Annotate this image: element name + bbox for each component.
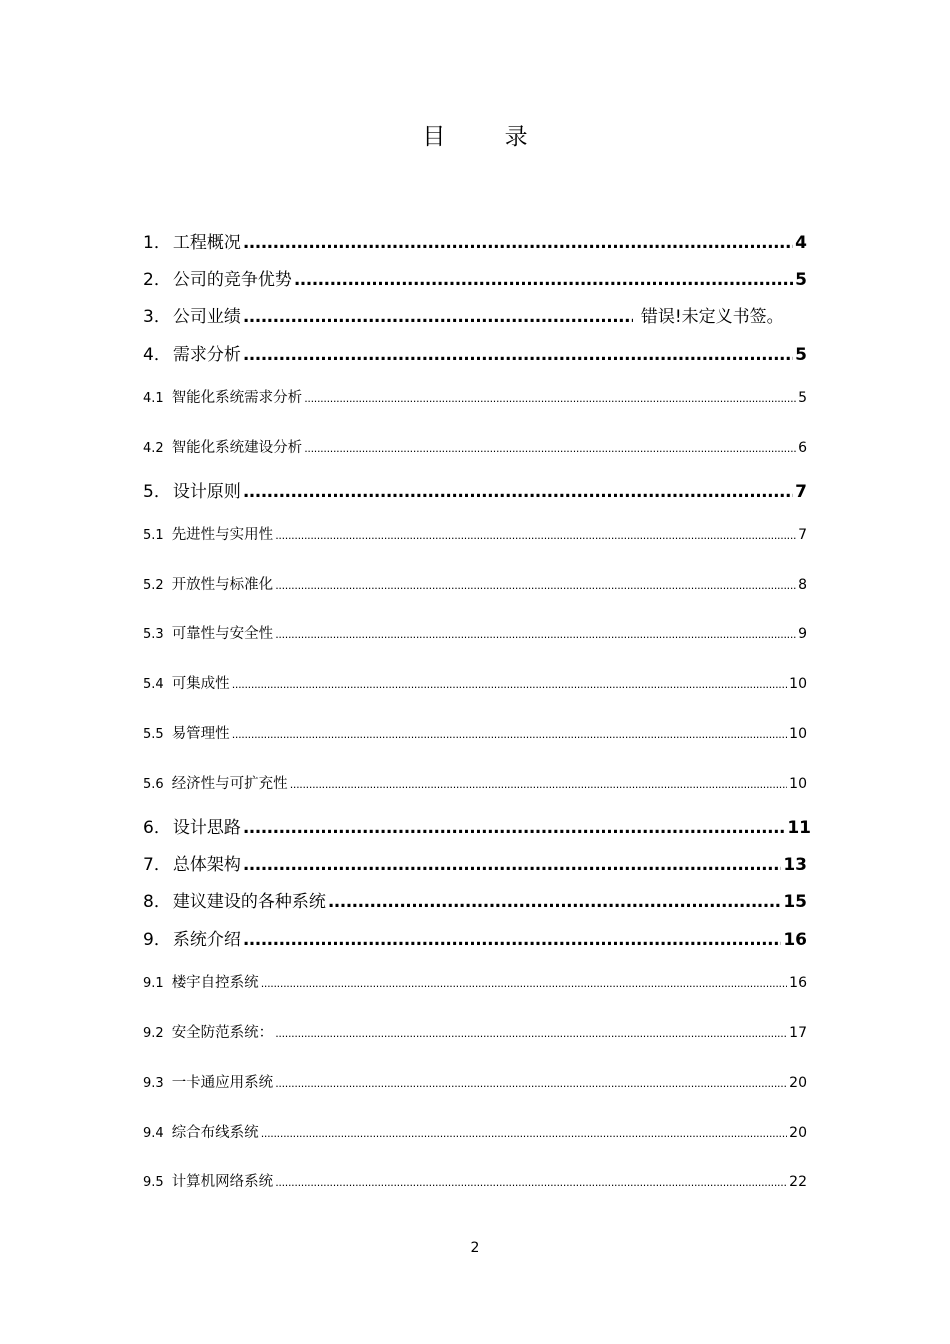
toc-entry-3[interactable] [143, 302, 807, 327]
toc-entry-label: 综合布线系统 [171, 1125, 259, 1141]
toc-entry-page: 20 [789, 1075, 807, 1091]
leader-dots [243, 930, 782, 950]
leader-dots [243, 345, 793, 365]
toc-entry-label: 楼宇自控系统 [171, 975, 259, 991]
toc-entry-label: 先进性与实用性 [171, 527, 274, 543]
toc-entry-5-5[interactable] [143, 722, 807, 743]
toc-entry-page: 17 [789, 1025, 807, 1041]
toc-entry-label: 一卡通应用系统 [171, 1075, 274, 1091]
toc-entry-page: 4 [795, 233, 807, 253]
toc-entry-label: 可集成性 [171, 676, 230, 692]
leader-dots [304, 392, 796, 405]
leader-dots [243, 855, 782, 875]
toc-entry-9-5[interactable] [143, 1170, 807, 1191]
toc-entry-5-1[interactable] [143, 523, 807, 544]
toc-entry-4-2[interactable] [143, 436, 807, 457]
toc-entry-4[interactable] [143, 340, 807, 365]
toc-entry-page: 8 [798, 577, 807, 593]
toc-entry-number: 9.3 [143, 1076, 164, 1091]
toc-entry-label: 易管理性 [171, 726, 230, 742]
toc-entry-label: 可靠性与安全性 [171, 626, 274, 642]
toc-entry-label: 安全防范系统： [171, 1025, 274, 1041]
toc-entry-page: 5 [795, 345, 807, 365]
toc-entry-page-error: 错误!未定义书签。 [640, 307, 784, 327]
leader-dots [275, 628, 796, 641]
page-title: 目 录 [422, 124, 554, 150]
toc-entry-label: 经济性与可扩充性 [171, 776, 288, 792]
leader-dots [328, 892, 782, 912]
toc-entry-page: 9 [798, 626, 807, 642]
toc-entry-page: 10 [789, 676, 807, 692]
toc-entry-number: 4． [143, 345, 171, 365]
table-of-contents [143, 0, 811, 1344]
toc-entry-page: 15 [783, 892, 807, 912]
leader-dots [275, 529, 796, 542]
leader-dots [275, 579, 796, 592]
toc-entry-page: 11 [787, 818, 811, 838]
toc-entry-label: 公司的竞争优势 [172, 270, 292, 290]
toc-entry-label: 设计原则 [172, 482, 241, 502]
leader-dots [243, 233, 793, 253]
toc-entry-1[interactable] [143, 228, 807, 253]
toc-entry-number: 5.6 [143, 777, 164, 792]
leader-dots [243, 307, 633, 327]
toc-entry-number: 5.5 [143, 727, 164, 742]
toc-entry-6[interactable] [143, 813, 811, 838]
toc-entry-page: 10 [789, 776, 807, 792]
toc-entry-number: 8． [143, 892, 171, 912]
leader-dots [232, 678, 787, 691]
toc-entry-5-6[interactable] [143, 772, 807, 793]
toc-entry-label: 建议建设的各种系统 [172, 892, 326, 912]
leader-dots [294, 270, 793, 290]
toc-entry-number: 3． [143, 307, 171, 327]
toc-entry-page: 10 [789, 726, 807, 742]
toc-entry-label: 智能化系统建设分析 [171, 440, 303, 456]
toc-entry-number: 9.1 [143, 976, 164, 991]
leader-dots [304, 442, 796, 455]
toc-entry-9-2[interactable] [143, 1021, 807, 1042]
toc-entry-page: 20 [789, 1125, 807, 1141]
toc-entry-label: 总体架构 [172, 855, 241, 875]
toc-entry-9[interactable] [143, 925, 807, 950]
leader-dots [261, 1127, 787, 1140]
toc-entry-label: 工程概况 [172, 233, 241, 253]
leader-dots [232, 728, 787, 741]
toc-entry-number: 4.1 [143, 391, 164, 406]
toc-entry-number: 4.2 [143, 441, 164, 456]
toc-entry-number: 9.4 [143, 1126, 164, 1141]
toc-entry-number: 9.2 [143, 1026, 164, 1041]
toc-entry-5-3[interactable] [143, 622, 807, 643]
toc-entry-label: 需求分析 [172, 345, 241, 365]
leader-dots [275, 1027, 787, 1040]
toc-entry-page: 6 [798, 440, 807, 456]
toc-entry-page: 16 [789, 975, 807, 991]
toc-entry-number: 9.5 [143, 1175, 164, 1190]
toc-entry-5-2[interactable] [143, 573, 807, 594]
toc-entry-page: 7 [795, 482, 807, 502]
toc-entry-number: 1． [143, 233, 171, 253]
toc-entry-label: 公司业绩 [172, 307, 241, 327]
leader-dots [290, 778, 787, 791]
toc-entry-number: 5.3 [143, 627, 164, 642]
toc-entry-page: 5 [795, 270, 807, 290]
toc-entry-9-1[interactable] [143, 971, 807, 992]
toc-entry-9-4[interactable] [143, 1121, 807, 1142]
toc-entry-number: 9． [143, 930, 171, 950]
toc-entry-4-1[interactable] [143, 386, 807, 407]
toc-entry-label: 开放性与标准化 [171, 577, 274, 593]
toc-entry-page: 5 [798, 390, 807, 406]
toc-entry-number: 5.2 [143, 578, 164, 593]
toc-entry-5[interactable] [143, 477, 807, 502]
toc-entry-page: 16 [783, 930, 807, 950]
leader-dots [261, 977, 787, 990]
toc-entry-label: 智能化系统需求分析 [171, 390, 303, 406]
toc-entry-number: 7． [143, 855, 171, 875]
toc-entry-number: 5.1 [143, 528, 164, 543]
page-number: 2 [470, 1240, 480, 1256]
toc-entry-7[interactable] [143, 850, 807, 875]
toc-entry-page: 7 [798, 527, 807, 543]
toc-entry-5-4[interactable] [143, 672, 807, 693]
toc-entry-page: 13 [783, 855, 807, 875]
toc-entry-number: 2． [143, 270, 171, 290]
toc-entry-number: 6． [143, 818, 171, 838]
toc-entry-2[interactable] [143, 265, 807, 290]
toc-entry-label: 系统介绍 [172, 930, 241, 950]
toc-entry-page: 22 [789, 1174, 807, 1190]
leader-dots [275, 1077, 787, 1090]
toc-entry-number: 5． [143, 482, 171, 502]
toc-entry-label: 计算机网络系统 [171, 1174, 274, 1190]
toc-entry-label: 设计思路 [172, 818, 241, 838]
toc-entry-number: 5.4 [143, 677, 164, 692]
toc-entry-8[interactable] [143, 887, 807, 912]
leader-dots [243, 482, 793, 502]
toc-entry-9-3[interactable] [143, 1071, 807, 1092]
leader-dots [275, 1176, 787, 1189]
leader-dots [243, 818, 786, 838]
